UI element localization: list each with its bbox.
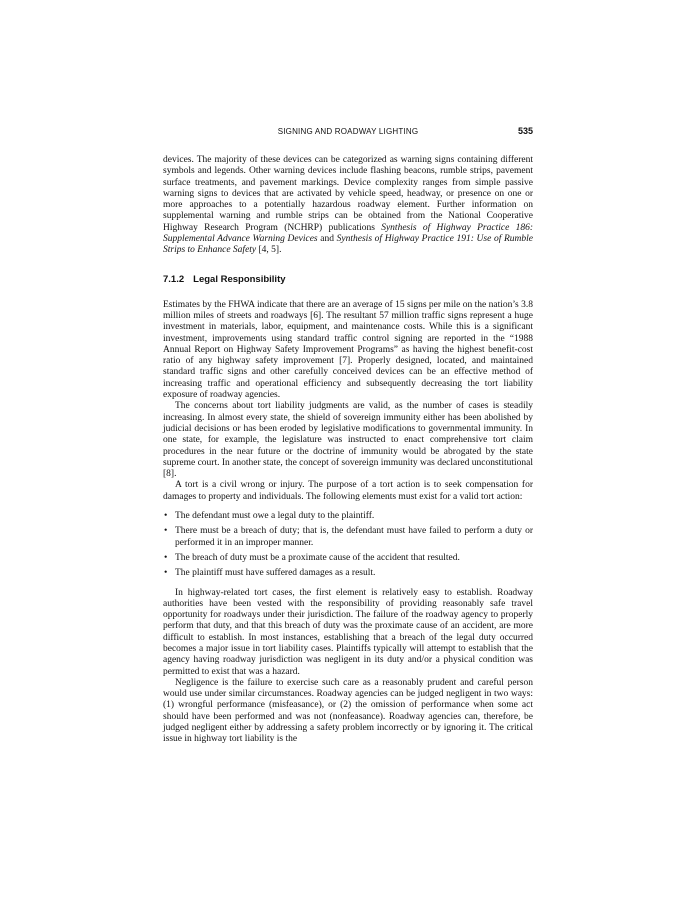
paragraph-text: [4, 5]. — [256, 245, 282, 256]
list-item-text: The defendant must owe a legal duty to the plaintiff. — [175, 511, 375, 522]
list-item-text: There must be a breach of duty; that is, the defendant must have failed to perform a duty or performed it in an improper manner. — [175, 526, 533, 548]
paragraph-text: and — [317, 234, 337, 245]
list-item — [163, 526, 533, 549]
section-title: Legal Responsibility — [193, 273, 286, 285]
citation-synthesis-191: Synthesis of Highway Practice 191: Use of Rumble Strips to Enhance Safety — [163, 234, 534, 256]
section-number: 7.1.2 — [163, 273, 185, 285]
paragraph-tort-definition: A tort is a civil wrong or injury. The purpose of a tort action is to seek compensation for damages to property and individuals. The following elements must exist for a valid tort action: — [163, 480, 533, 502]
list-item-text: The plaintiff must have suffered damages as a result. — [175, 568, 376, 579]
bullet-icon: • — [164, 511, 168, 522]
list-item — [163, 568, 533, 579]
paragraph-estimates: Estimates by the FHWA indicate that there are an average of 15 signs per mile on the nation’s 3.8 million miles of streets and roadways [6]. The resultant 57 million traffic signs represent a huge investment in materials, labor, equipment, and maintenance costs. While this is a significant investment, improvements using standard traffic control signing are reported in the “1988 Annual Report on Highway Safety Improvement Programs” as having the highest benefit-cost ratio of any highway safety improvement [7]. Properly designed, located, and maintained standard traffic signs and other carefully conceived devices can be an effective method of increasing traffic and operational efficiency and subsequently decreasing the tort liability exposure of roadway agencies. — [163, 299, 533, 401]
citation-synthesis-186: Synthesis of Highway Practice 186: Supplemental Advance Warning Devices — [163, 222, 533, 245]
paragraph-negligence: Negligence is the failure to exercise such care as a reasonably prudent and careful person would use under similar circumstances. Roadway agencies can be judged negligent in two ways: (1) wrongful performance (misfeasance), or (2) the omission of performance when some act should have been performed and was not (nonfeasance). Roadway agencies can, therefore, be judged negligent either by addressing a safety problem incorrectly or by ignoring it. The critical issue in highway tort liability is the — [163, 677, 533, 745]
running-title: SIGNING AND ROADWAY LIGHTING — [277, 127, 419, 136]
paragraph-devices — [163, 155, 533, 257]
page-number: 535 — [517, 126, 533, 136]
tort-elements-list — [163, 511, 533, 579]
list-item-text: The breach of duty must be a proximate cause of the accident that resulted. — [175, 552, 460, 563]
list-item — [163, 553, 533, 564]
bullet-icon: • — [164, 568, 168, 579]
paragraph-highway-cases: In highway-related tort cases, the first element is relatively easy to establish. Roadway authorities have been vested with the responsibility of providing reasonably safe travel opportunity for roadways under their jurisdiction. The failure of the roadway agency to properly perform that duty, and that this breach of duty was the proximate cause of an accident, are more difficult to establish. In most instances, establishing that a breach of the legal duty occurred becomes a major issue in tort liability cases. Plaintiffs typically will attempt to establish that the agency having roadway jurisdiction was negligent in its duty and/or a physical condition was permitted to exist that was a hazard. — [163, 587, 533, 677]
page-header — [163, 127, 533, 139]
list-item — [163, 511, 533, 522]
page-body — [163, 155, 533, 746]
bullet-icon: • — [164, 526, 168, 537]
paragraph-text: devices. The majority of these devices can be categorized as warning signs containing different symbols and legends. Other warning devices include flashing beacons, rumble strips, pavement surface treatments, and pavement markings. Device complexity ranges from simple passive warning signs to devices that are activated by vehicle speed, headway, or presence on one or more approaches to a potentially hazardous roadway element. Further information on supplemental warning and rumble strips can be obtained from the National Cooperative Highway Research Program (NCHRP) publications — [163, 155, 533, 233]
paragraph-concerns: The concerns about tort liability judgments are valid, as the number of cases is steadily increasing. In almost every state, the shield of sovereign immunity either has been abolished by judicial decisions or has been eroded by legislative modifications to governmental immunity. In one state, for example, the legislature was instructed to enact comprehensive tort claim procedures in the near future or the doctrine of immunity would be abrogated by the state supreme court. In another state, the concept of sovereign immunity was declared unconstitutional [8]. — [163, 401, 533, 480]
bullet-icon: • — [164, 552, 168, 563]
section-heading — [163, 274, 533, 286]
